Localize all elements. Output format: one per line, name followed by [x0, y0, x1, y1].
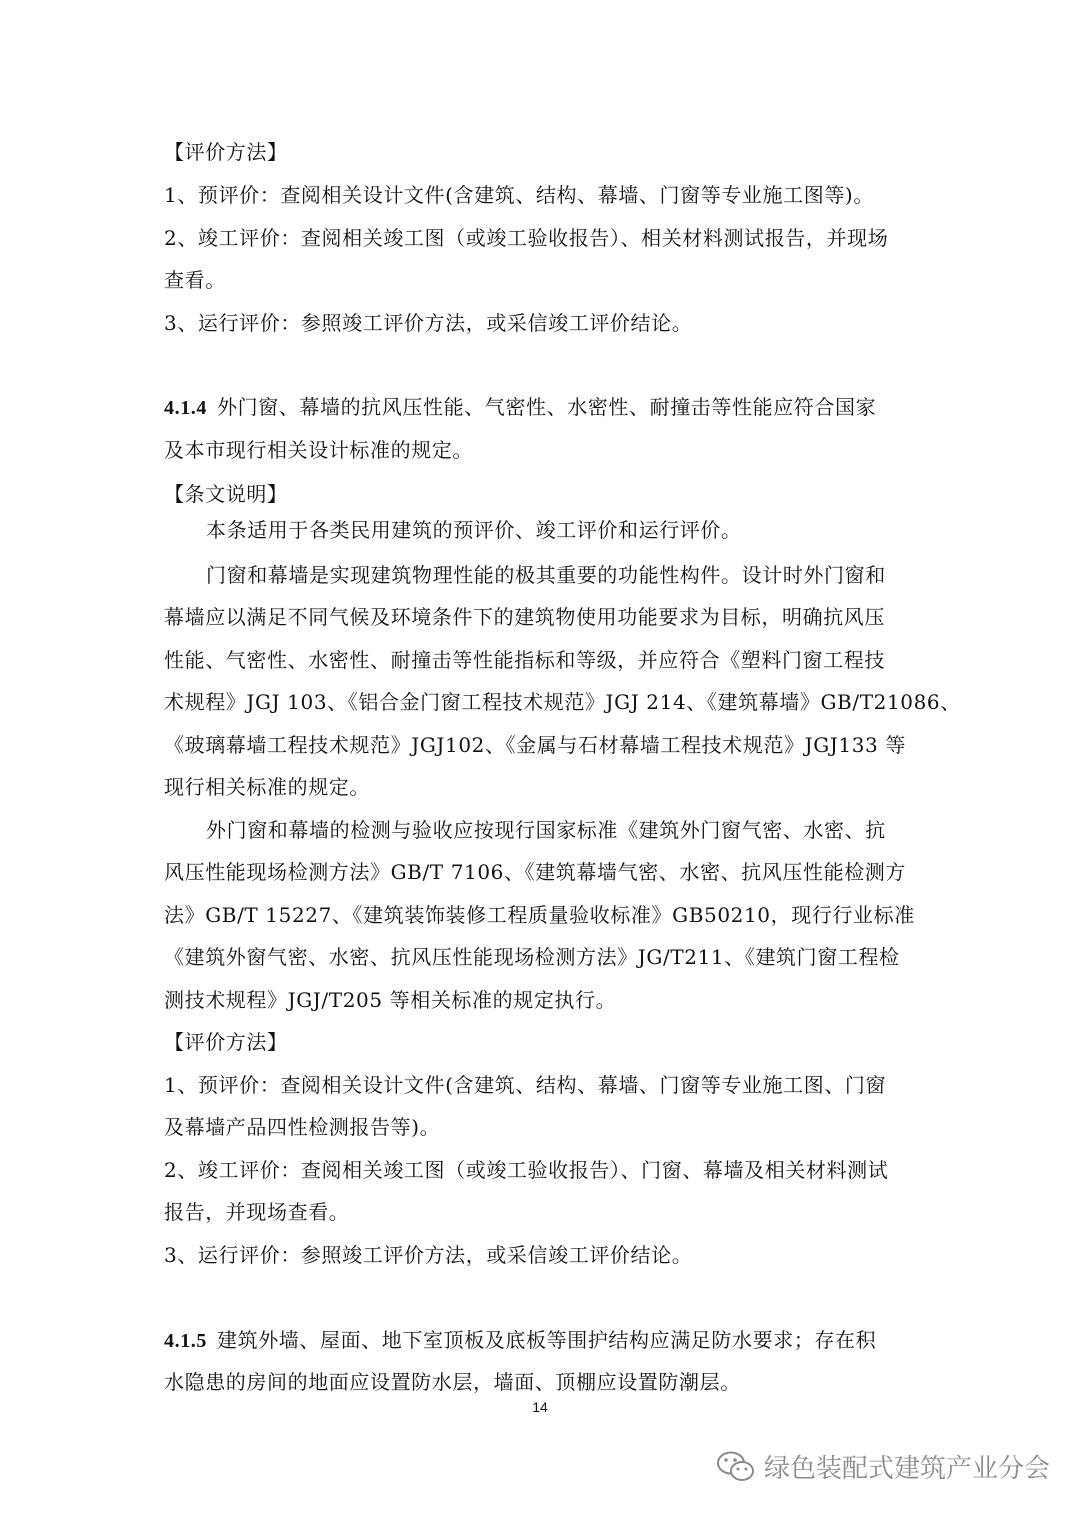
wechat-icon [716, 1450, 756, 1484]
method-item-2: 2、竣工评价：查阅相关竣工图（或竣工验收报告）、相关材料测试报告，并现场 [164, 226, 889, 250]
clause-number: 4.1.5 [164, 1330, 207, 1352]
clause-4-1-4-line2: 及本市现行相关设计标准的规定。 [164, 438, 473, 462]
explain-line: 现行相关标准的规定。 [164, 775, 370, 799]
explain-line: 门窗和幕墙是实现建筑物理性能的极其重要的功能性构件。设计时外门窗和 [206, 563, 886, 587]
method2-item: 报告，并现场查看。 [164, 1200, 350, 1224]
explain-line: 术规程》JGJ 103、《铝合金门窗工程技术规范》JGJ 214、《建筑幕墙》GB/T21086、 [164, 690, 961, 714]
method2-item: 1、预评价：查阅相关设计文件(含建筑、结构、幕墙、门窗等专业施工图、门窗 [164, 1073, 887, 1097]
method2-item: 及幕墙产品四性检测报告等)。 [164, 1115, 441, 1139]
explain-line: 幕墙应以满足不同气候及环境条件下的建筑物使用功能要求为目标，明确抗风压 [164, 605, 885, 629]
clause-number: 4.1.4 [164, 397, 207, 419]
watermark-text: 绿色装配式建筑产业分会 [763, 1454, 1050, 1484]
explain-line: 《建筑外窗气密、水密、抗风压性能现场检测方法》JG/T211、《建筑门窗工程检 [164, 945, 900, 969]
method2-item: 2、竣工评价：查阅相关竣工图（或竣工验收报告）、门窗、幕墙及相关材料测试 [164, 1158, 889, 1182]
clause-4-1-5-line1 [164, 1326, 876, 1355]
explain-line: 外门窗和幕墙的检测与验收应按现行国家标准《建筑外门窗气密、水密、抗 [206, 818, 886, 842]
page-number: 14 [532, 1399, 548, 1415]
method-item-3: 3、运行评价：参照竣工评价方法，或采信竣工评价结论。 [164, 311, 693, 335]
explain-line: 《玻璃幕墙工程技术规范》JGJ102、《金属与石材幕墙工程技术规范》JGJ133 等 [164, 733, 906, 757]
method-item-1: 1、预评价：查阅相关设计文件(含建筑、结构、幕墙、门窗等专业施工图等)。 [164, 183, 874, 207]
method-heading-1: 【评价方法】 [164, 140, 288, 164]
method-item-2-cont: 查看。 [164, 268, 226, 292]
explain-line: 本条适用于各类民用建筑的预评价、竣工评价和运行评价。 [206, 518, 742, 542]
explain-line: 测技术规程》JGJ/T205 等相关标准的规定执行。 [164, 988, 617, 1012]
method-heading-2: 【评价方法】 [164, 1030, 288, 1054]
method2-item: 3、运行评价：参照竣工评价方法，或采信竣工评价结论。 [164, 1243, 693, 1267]
clause-4-1-4-line1 [164, 393, 876, 422]
clause-text: 外门窗、幕墙的抗风压性能、气密性、水密性、耐撞击等性能应符合国家 [217, 395, 877, 419]
explain-line: 性能、气密性、水密性、耐撞击等性能指标和等级，并应符合《塑料门窗工程技 [164, 648, 885, 672]
clause-text: 建筑外墙、屋面、地下室顶板及底板等围护结构应满足防水要求；存在积 [217, 1328, 877, 1352]
explain-line: 法》GB/T 15227、《建筑装饰装修工程质量验收标准》GB50210，现行行业标准 [164, 903, 915, 927]
clause-4-1-5-line2: 水隐患的房间的地面应设置防水层，墙面、顶棚应设置防潮层。 [164, 1370, 741, 1394]
explain-line: 风压性能现场检测方法》GB/T 7106、《建筑幕墙气密、水密、抗风压性能检测方 [164, 860, 907, 884]
explain-heading: 【条文说明】 [164, 482, 288, 506]
watermark [716, 1448, 1050, 1485]
